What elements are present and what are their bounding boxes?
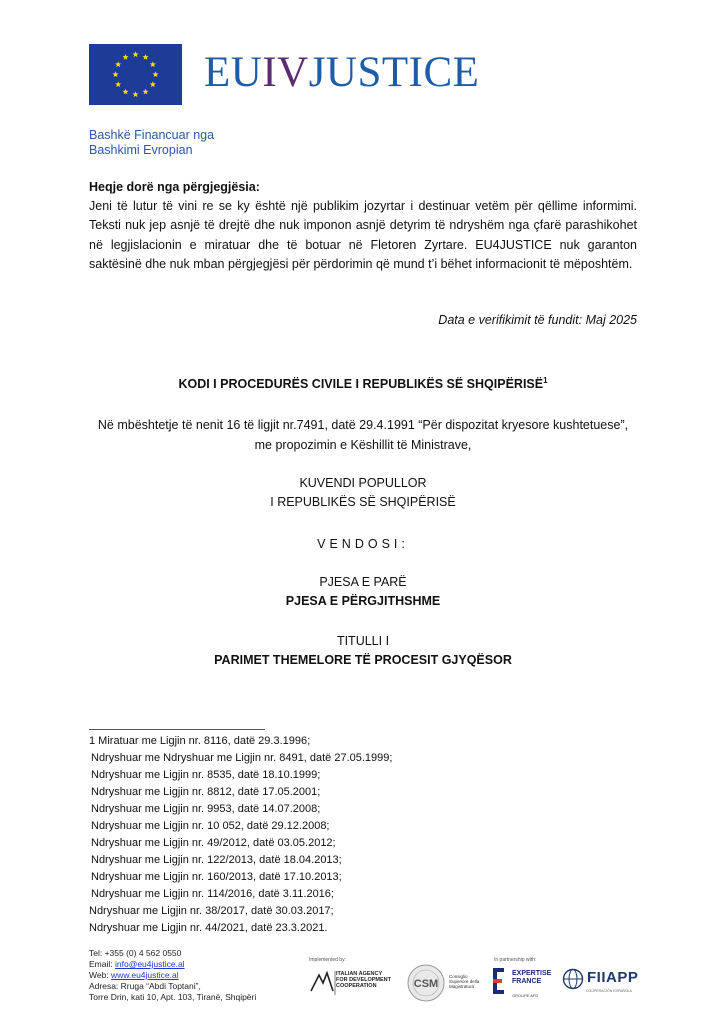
expertise-france-sub: GROUPE AFD	[512, 993, 539, 998]
contact-block	[89, 948, 256, 1003]
code-title	[0, 376, 726, 391]
brand-mid: IV	[262, 49, 309, 96]
assembly-line-1: KUVENDI POPULLOR	[299, 476, 427, 490]
contact-web-row	[89, 970, 256, 981]
partnership-label: In partnership with:	[494, 957, 537, 963]
footnote-line: Ndryshuar me Ligjin nr. 49/2012, datë 03.05.2012;	[91, 837, 336, 849]
part-title: PJESA E PËRGJITHSHME	[285, 594, 441, 608]
disclaimer-text: Jeni të lutur të vini re se ky është një publikim jozyrtar i destinuar vetëm për qëllime informimi. Teksti nuk jep asnjë të drejtë dhe nuk imponon asnjë detyrim të ndryshëm nga çfarë parashikohet në legjislacionin e miratuar dhe të botuar në Fletoren Zyrtare. EU4JUSTICE nuk garanton saktësinë dhe nuk mban përgjegjësi për përdorimin që mund t’i bëhet informacionit të mëposhtëm.	[89, 199, 637, 271]
cofinanced-line-1: Bashkë Financuar nga	[89, 128, 215, 142]
footnote-line: 1 Miratuar me Ligjin nr. 8116, datë 29.3.1996;	[89, 735, 311, 747]
cofinanced-note	[89, 128, 214, 158]
contact-tel: Tel: +355 (0) 4 562 0550	[89, 948, 182, 958]
disclaimer-title: Heqje dorë nga përgjegjësia:	[89, 180, 260, 194]
web-label: Web:	[89, 970, 112, 980]
footnote-line: Ndryshuar me Ligjin nr. 8812, datë 17.05.2001;	[91, 786, 321, 798]
contact-address-2: Torre Drin, kati 10, Apt. 103, Tiranë, Shqipëri	[89, 992, 257, 1002]
web-link[interactable]: www.eu4justice.al	[111, 970, 179, 980]
fiiapp-globe-icon	[562, 968, 584, 990]
footnote-line: Ndryshuar me Ligjin nr. 160/2013, datë 17.10.2013;	[91, 871, 342, 883]
csm-name: Consiglio Superiore della Magistratura	[449, 974, 480, 989]
footnote-line: Ndryshuar me Ndryshuar me Ligjin nr. 8491, datë 27.05.1999;	[91, 752, 393, 764]
implemented-by-label: Implemented by:	[309, 957, 346, 963]
expertise-france-logo	[493, 968, 509, 994]
footnote-line: Ndryshuar me Ligjin nr. 38/2017, datë 30.03.2017;	[89, 905, 334, 917]
footnote-line: Ndryshuar me Ligjin nr. 114/2016, datë 3.11.2016;	[91, 888, 334, 900]
decides-heading: VENDOSI:	[317, 537, 409, 551]
expertise-france-name: EXPERTISE FRANCE	[512, 970, 552, 985]
footnote-line: Ndryshuar me Ligjin nr. 122/2013, datë 18.04.2013;	[91, 854, 342, 866]
cofinanced-line-2: Bashkimi Evropian	[89, 143, 193, 157]
csm-logo	[406, 963, 446, 1003]
code-title-text: KODI I PROCEDURËS CIVILE I REPUBLIKËS SË SHQIPËRISË	[178, 377, 544, 392]
part-label: PJESA E PARË	[319, 575, 407, 589]
fiiapp-sub: COOPERACIÓN ESPAÑOLA	[586, 989, 632, 993]
footnote-line: Ndryshuar me Ligjin nr. 44/2021, datë 23.3.2021.	[89, 922, 328, 934]
assembly-line-2: I REPUBLIKËS SË SHQIPËRISË	[270, 495, 456, 509]
svg-text:CSM: CSM	[413, 978, 439, 990]
footnote-line: Ndryshuar me Ligjin nr. 10 052, datë 29.12.2008;	[91, 820, 330, 832]
aics-name: ITALIAN AGENCY FOR DEVELOPMENT COOPERATION	[336, 971, 392, 989]
contact-email-row	[89, 959, 256, 970]
footnote-line: Ndryshuar me Ligjin nr. 8535, datë 18.10.1999;	[91, 769, 321, 781]
footnote-line: Ndryshuar me Ligjin nr. 9953, datë 14.07.2008;	[91, 803, 321, 815]
legal-basis: Në mbështetje të nenit 16 të ligjit nr.7491, datë 29.4.1991 “Për dispozitat kryesore kushtetuese”, me propozimin e Këshillit të Ministrave,	[97, 418, 629, 452]
title-name: PARIMET THEMELORE TË PROCESIT GJYQËSOR	[214, 653, 512, 667]
footnote-separator	[89, 729, 265, 730]
footnote-ref[interactable]: 1	[543, 376, 548, 385]
eu-flag-logo	[89, 44, 182, 105]
brand-left: EU	[204, 49, 263, 96]
email-link[interactable]: info@eu4justice.al	[114, 959, 185, 969]
brand-right: JUSTICE	[308, 49, 480, 96]
contact-address-1: Adresa: Rruga “Abdi Toptani”,	[89, 981, 201, 991]
email-label: Email:	[89, 959, 115, 969]
fiiapp-name: FIIAPP	[587, 969, 639, 986]
verification-date: Data e verifikimit të fundit: Maj 2025	[438, 313, 637, 327]
title-label: TITULLI I	[336, 634, 390, 648]
eu4justice-logo	[204, 50, 479, 96]
